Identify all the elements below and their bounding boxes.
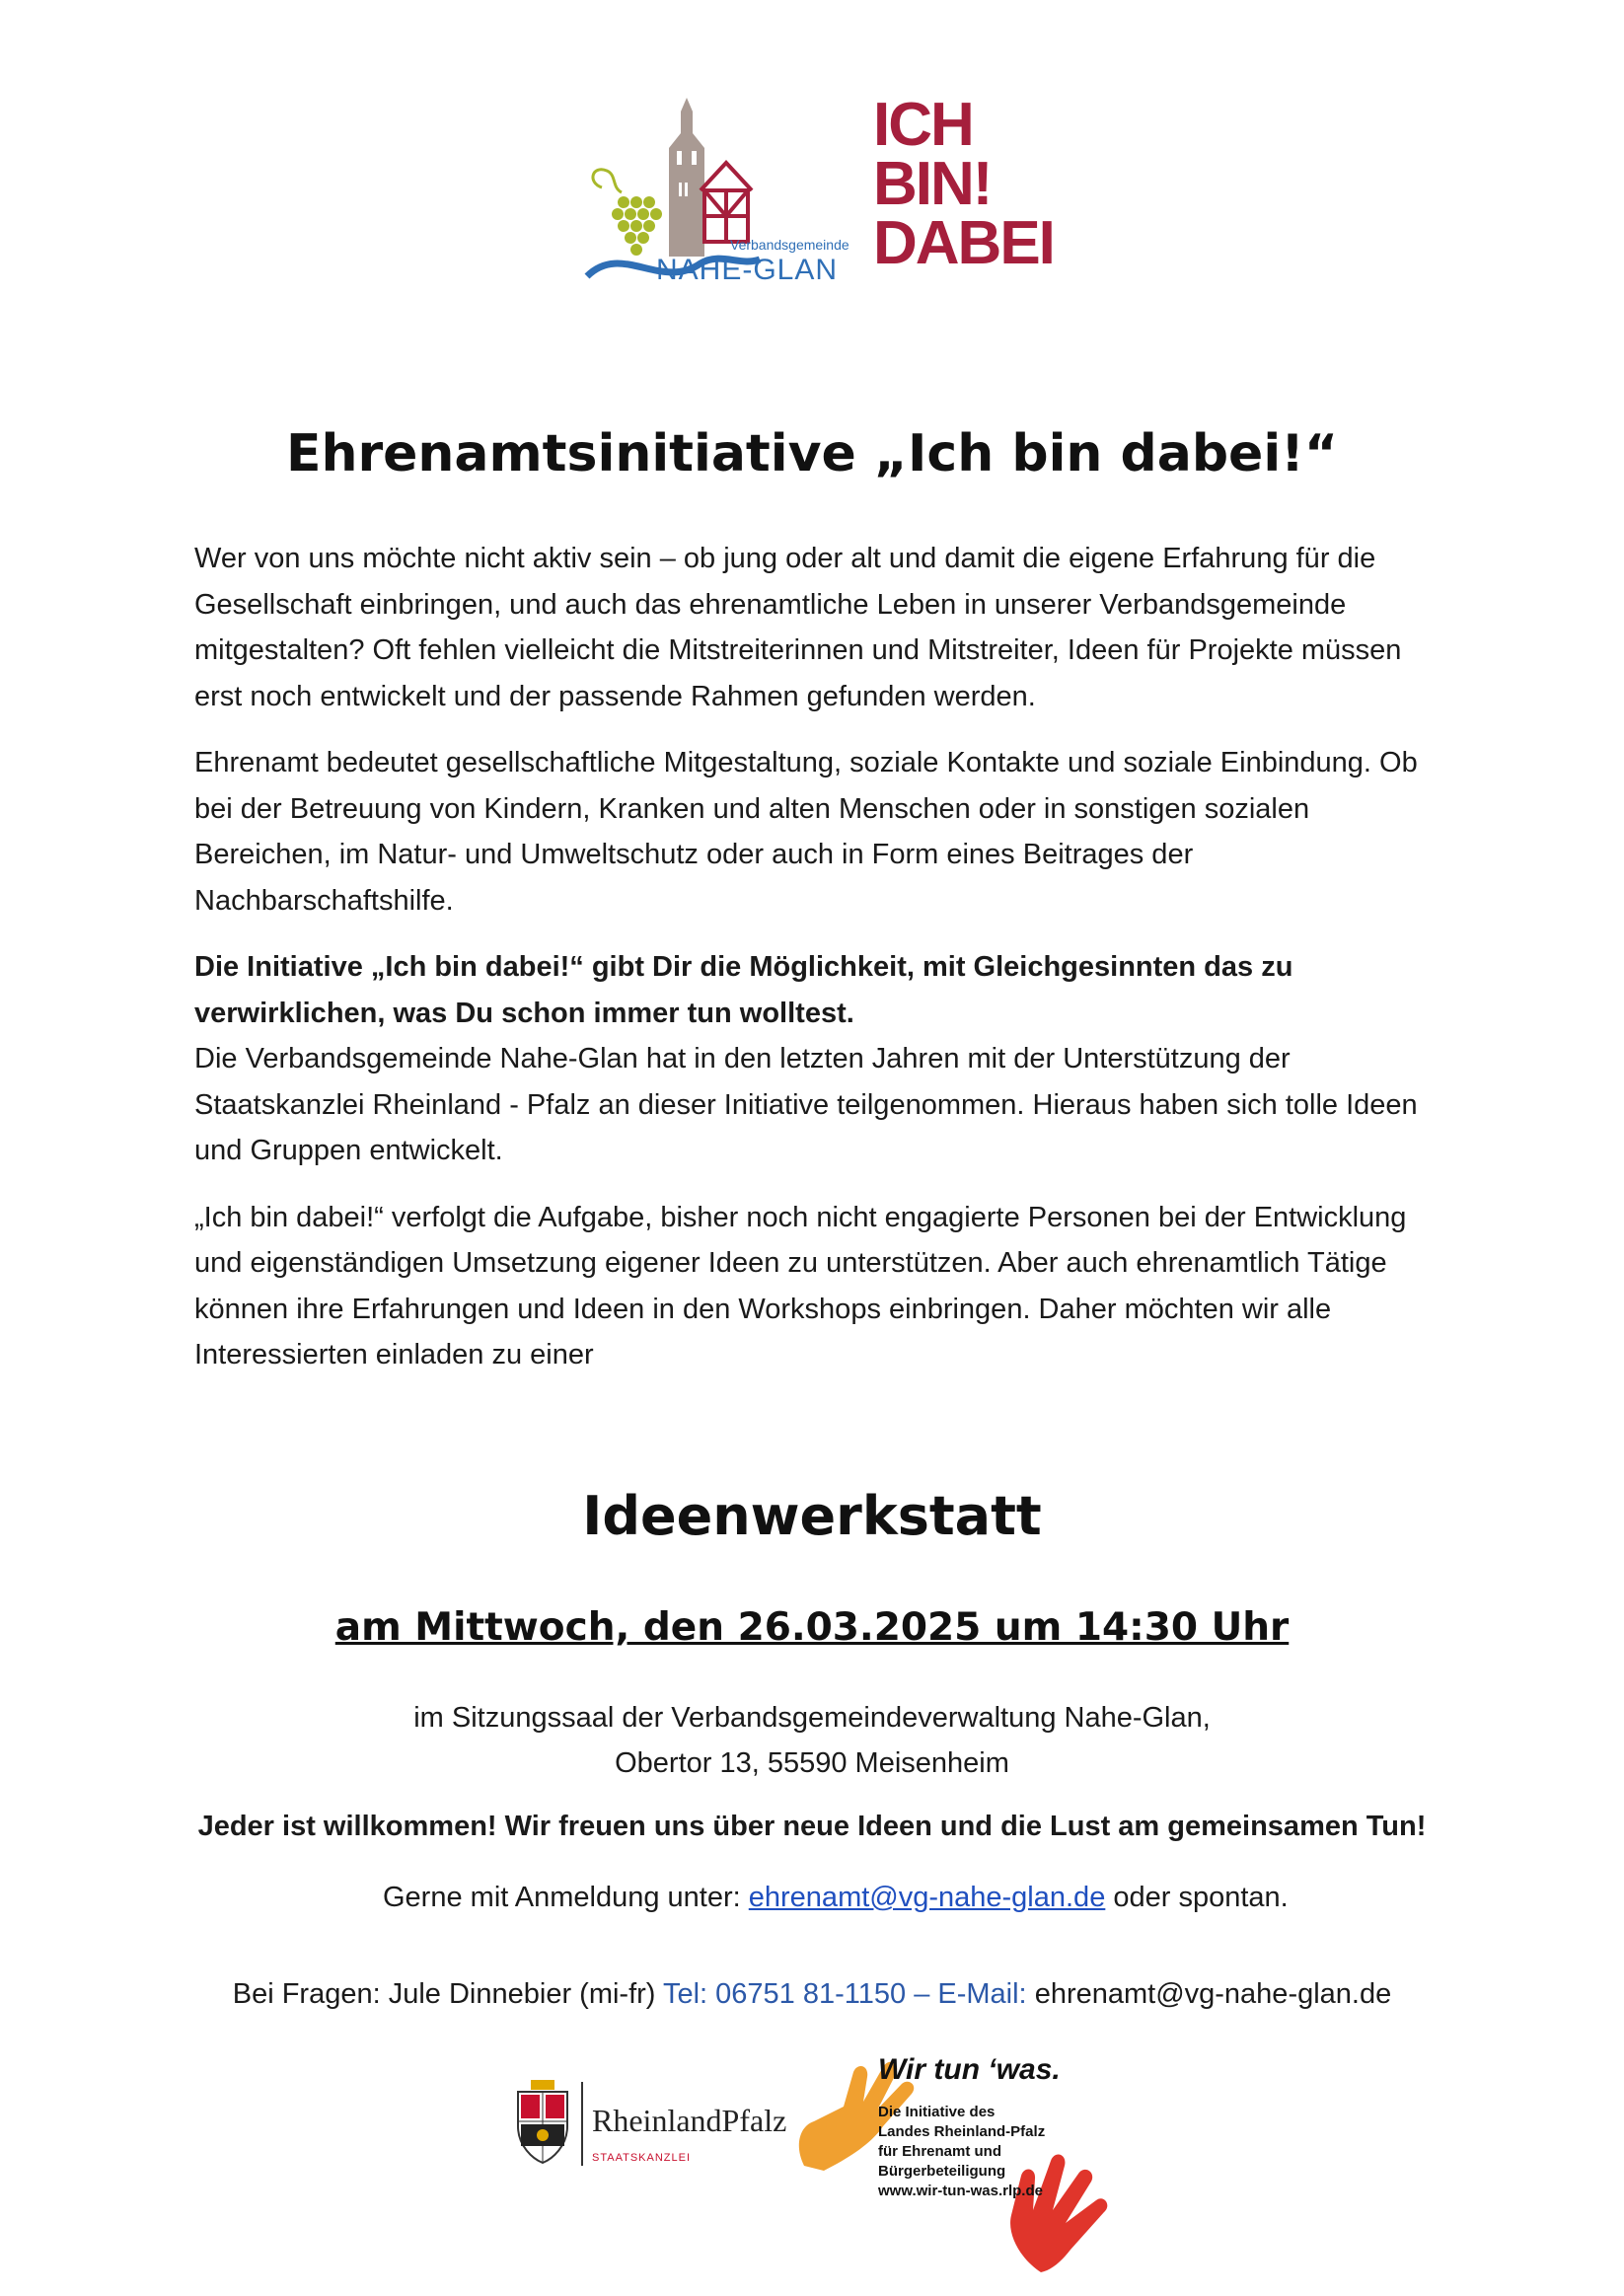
rlp-sub: STAATSKANZLEI xyxy=(592,2152,692,2164)
paragraph-intro: Wer von uns möchte nicht aktiv sein – ob jung oder alt und damit die eigene Erfahrung für die Gesellschaft einbringen, und auch das ehrenamtliche Leben in unserer Verbandsgemeinde mitgestalten? Oft fehlen vielleicht die Mitstreiterinnen und Mitstreiter, Ideen für Projekte müssen erst noch entwickelt und der passende Rahmen gefunden werden. xyxy=(194,543,1402,712)
wtw-line-1: Die Initiative des xyxy=(878,2104,996,2120)
contact-email: ehrenamt@vg-nahe-glan.de xyxy=(1034,1978,1392,2010)
event-date: am Mittwoch, den 26.03.2025 um 14:30 Uhr xyxy=(334,1605,1290,1650)
vg-name: NAHE-GLAN xyxy=(656,254,839,286)
registration-prefix: Gerne mit Anmeldung unter: xyxy=(383,1882,749,1913)
red-hand-icon xyxy=(1010,2155,1107,2272)
vg-label: Verbandsgemeinde xyxy=(730,237,849,253)
footer-logos xyxy=(513,2047,1125,2274)
wtw-title: Wir tun ‘was. xyxy=(878,2053,1061,2086)
ibd-line-3: DABEI xyxy=(873,209,1054,277)
event-heading: Ideenwerkstatt xyxy=(582,1485,1042,1547)
venue-line-2: Obertor 13, 55590 Meisenheim xyxy=(615,1747,1009,1779)
wtw-line-4: Bürgerbeteiligung xyxy=(878,2163,1006,2180)
page-title: Ehrenamtsinitiative „Ich bin dabei!“ xyxy=(285,424,1339,483)
coat-of-arms-icon xyxy=(518,2080,567,2163)
registration-email-link[interactable]: ehrenamt@vg-nahe-glan.de xyxy=(748,1882,1106,1913)
ich-bin-dabei-logo xyxy=(873,91,1054,277)
header-logos xyxy=(582,91,1056,286)
event-venue xyxy=(0,1695,1624,1786)
paragraph-initiative-bold: Die Initiative „Ich bin dabei!“ gibt Dir die Möglichkeit, mit Gleichgesinnten das zu verwirklichen, was Du schon immer tun wolltest. xyxy=(194,951,1293,1029)
wir-tun-was-logo xyxy=(784,2047,1140,2274)
ibd-line-1: ICH xyxy=(873,91,973,159)
contact-tel: Tel: 06751 81-1150 – E-Mail: xyxy=(662,1978,1035,2010)
ibd-line-2: BIN! xyxy=(873,150,992,218)
paragraph-initiative-rest: Die Verbandsgemeinde Nahe-Glan hat in den letzten Jahren mit der Unterstützung der Staatskanzlei Rheinland - Pfalz an dieser Initiative teilgenommen. Hieraus haben sich tolle Ideen und Gruppen entwickelt. xyxy=(194,1043,1418,1166)
venue-line-1: im Sitzungssaal der Verbandsgemeindeverwaltung Nahe-Glan, xyxy=(413,1702,1211,1734)
wtw-line-5: www.wir-tun-was.rlp.de xyxy=(878,2183,1043,2199)
registration-suffix: oder spontan. xyxy=(1105,1882,1289,1913)
paragraph-initiative xyxy=(194,944,1447,1174)
contact-prefix: Bei Fragen: Jule Dinnebier (mi-fr) xyxy=(232,1978,663,2010)
registration-line xyxy=(383,1882,1289,1914)
paragraph-aufgabe: „Ich bin dabei!“ verfolgt die Aufgabe, bisher noch nicht engagierte Personen bei der Entwicklung und eigenständigen Umsetzung eigener Ideen zu unterstützen. Aber auch ehrenamtlich Tätige können ihre Erfahrungen und Ideen in den Workshops einbringen. Daher möchten wir alle Interessierten einladen zu einer xyxy=(194,1201,1407,1370)
welcome-text: Jeder ist willkommen! Wir freuen uns über neue Ideen und die Lust am gemeinsamen Tun! xyxy=(197,1811,1427,1842)
vg-nahe-glan-logo xyxy=(582,94,878,286)
wtw-line-3: für Ehrenamt und xyxy=(878,2143,1002,2160)
rlp-name: RheinlandPfalz xyxy=(592,2103,787,2138)
rheinland-pfalz-logo xyxy=(513,2072,799,2171)
paragraph-ehrenamt: Ehrenamt bedeutet gesellschaftliche Mitgestaltung, soziale Kontakte und soziale Einbindung. Ob bei der Betreuung von Kindern, Kranken und alten Menschen oder in sonstigen sozialen Bereichen, im Natur- und Umweltschutz oder auch in Form eines Beitrages der Nachbarschaftshilfe. xyxy=(194,747,1418,917)
contact-line xyxy=(0,1978,1624,2011)
wtw-line-2: Landes Rheinland-Pfalz xyxy=(878,2123,1046,2140)
body-text xyxy=(194,536,1447,1399)
